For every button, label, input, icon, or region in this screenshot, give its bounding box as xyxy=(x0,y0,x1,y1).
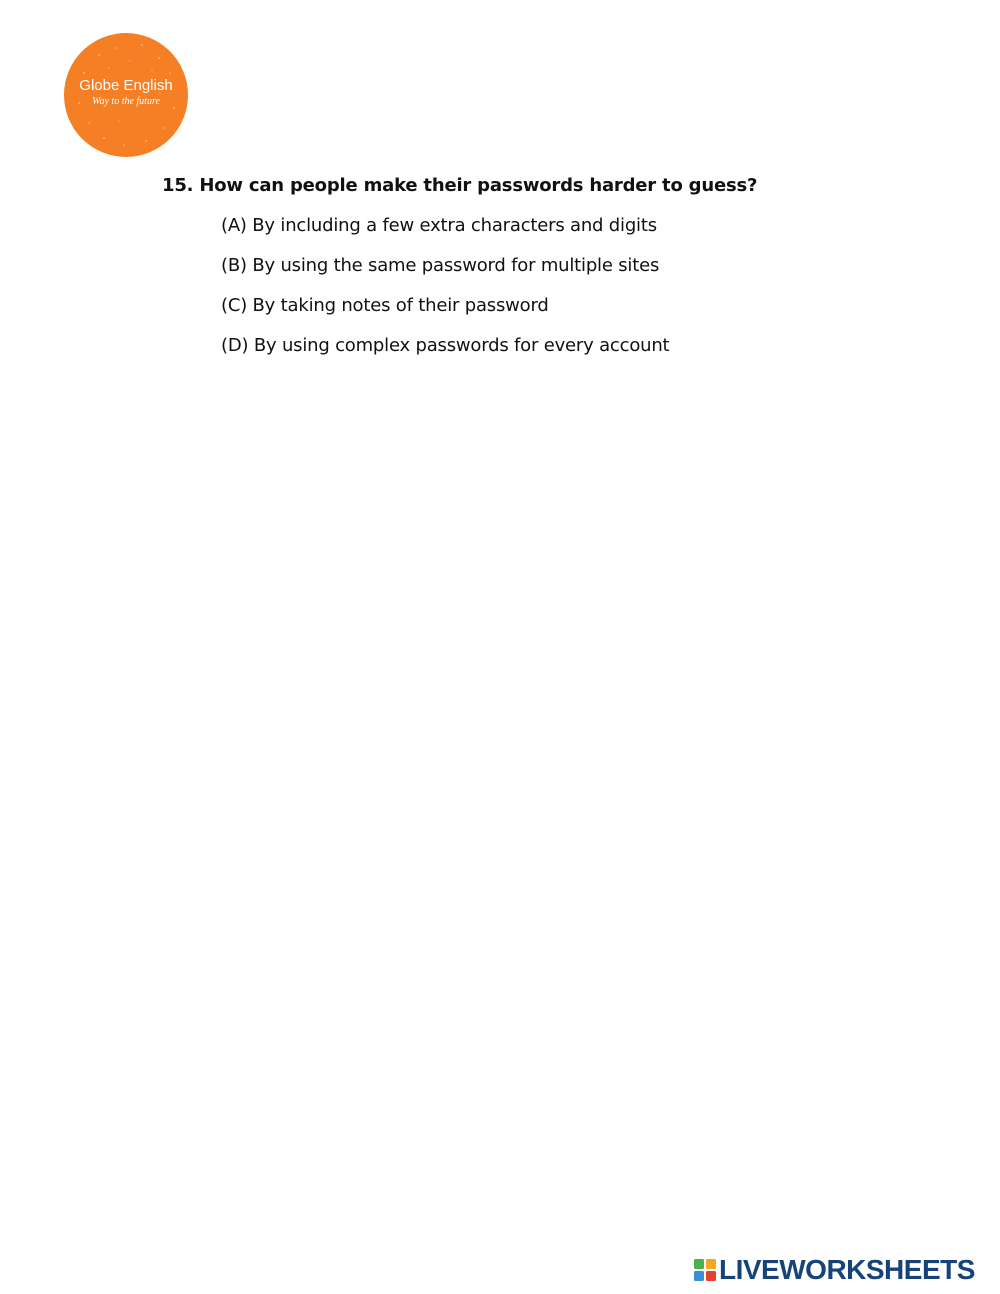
question-text: 15. How can people make their passwords harder to guess? xyxy=(162,175,758,196)
answer-option-a[interactable]: (A) By including a few extra characters and digits xyxy=(221,215,657,236)
logo-title: Globe English xyxy=(79,77,173,94)
answer-option-c[interactable]: (C) By taking notes of their password xyxy=(221,295,549,316)
brand-name: LIVEWORKSHEETS xyxy=(719,1254,975,1285)
answer-option-d[interactable]: (D) By using complex passwords for every account xyxy=(221,335,670,356)
liveworksheets-logo[interactable] xyxy=(694,1255,975,1285)
globe-english-logo xyxy=(64,33,188,157)
answer-option-b[interactable]: (B) By using the same password for multiple sites xyxy=(221,255,660,276)
logo-tagline: Way to the future xyxy=(92,96,160,107)
liveworksheets-blocks-icon xyxy=(694,1259,716,1281)
logo-circle xyxy=(64,33,188,157)
